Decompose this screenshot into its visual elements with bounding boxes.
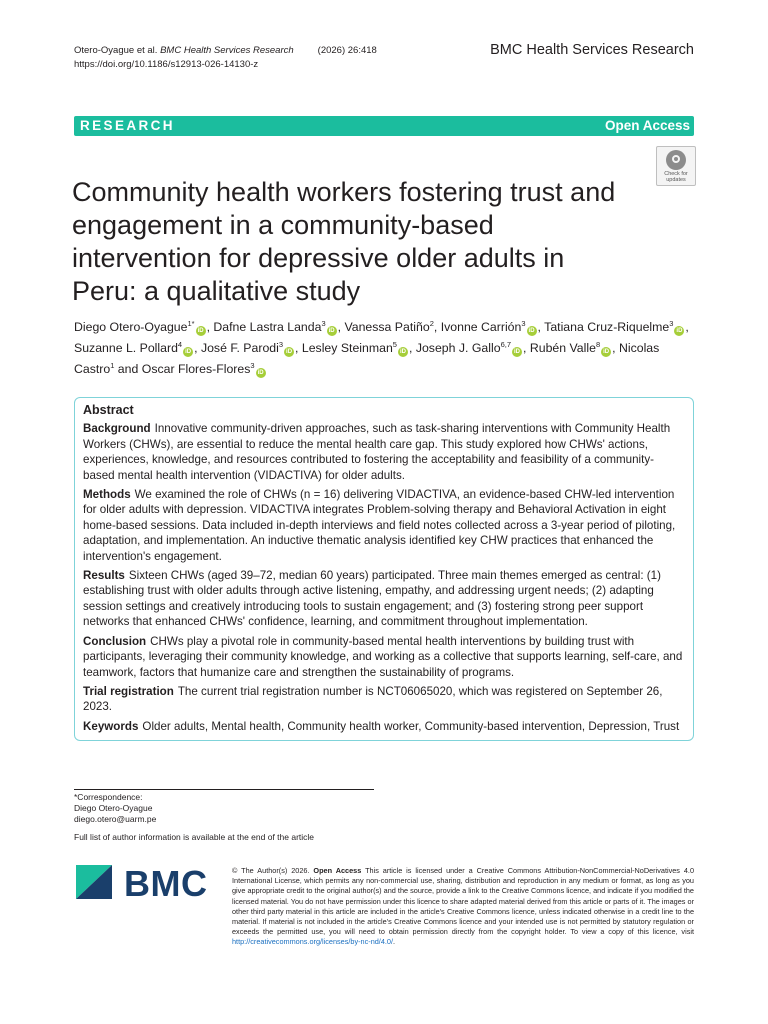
author-affiliation: 3: [278, 339, 284, 349]
author-affiliation: 4: [177, 339, 183, 349]
open-access-label: Open Access: [604, 118, 690, 133]
author-name: Diego Otero-Oyague: [74, 320, 188, 334]
author-name: Suzanne L. Pollard: [74, 341, 178, 355]
article-type-band: [74, 116, 694, 136]
author-separator: ,: [523, 341, 530, 355]
author-name: Rubén Valle: [529, 341, 596, 355]
abstract-section-label: Conclusion: [83, 634, 147, 648]
license-link[interactable]: http://creativecommons.org/licenses/by-nc-nd/4.0/: [232, 937, 394, 947]
correspondence-email[interactable]: diego.otero@uarm.pe: [74, 814, 157, 825]
author-affiliation: 3: [321, 318, 326, 328]
citation-journal: BMC Health Services Research: [160, 45, 294, 56]
author-affiliation: 3: [521, 318, 526, 328]
author-affiliation: 1*: [187, 318, 195, 328]
orcid-icon[interactable]: iD: [286, 349, 293, 355]
orcid-icon[interactable]: iD: [328, 328, 335, 334]
author-name: Tatiana Cruz-Riquelme: [544, 320, 670, 334]
author-name: Nicolas Castro: [74, 341, 660, 376]
orcid-icon[interactable]: iD: [185, 349, 192, 355]
abstract-section-label: Keywords: [83, 719, 139, 733]
orcid-icon[interactable]: iD: [197, 328, 204, 334]
orcid-icon[interactable]: iD: [603, 349, 610, 355]
orcid-icon[interactable]: iD: [528, 328, 535, 334]
author-separator: ,: [194, 341, 201, 355]
author: [344, 320, 440, 334]
author: [74, 320, 213, 334]
abstract-section-text: CHWs play a pivotal role in community-based mental health interventions by building trust with participants, leveraging their community knowledge, and working as a collective that supports learning, self-care, and teamwork, factors that humanize care and strengthen the sustainability of programs.: [83, 634, 683, 679]
correspondence: [74, 792, 156, 826]
abstract-section: [83, 487, 685, 564]
author-separator: ,: [612, 341, 619, 355]
author-affiliation: 2: [429, 318, 434, 328]
check-for-updates-label: Check for updates: [664, 171, 688, 183]
correspondence-label: *Correspondence:: [74, 792, 143, 802]
author-affiliation: 1: [110, 360, 115, 370]
section-label: RESEARCH: [80, 118, 175, 133]
footnote-rule: [74, 789, 374, 790]
author-separator: ,: [537, 320, 545, 334]
abstract-section-text: The current trial registration number is NCT06065020, which was registered on September 26, 2023.: [83, 684, 663, 714]
correspondence-name: Diego Otero-Oyague: [74, 803, 153, 814]
abstract-section-label: Results: [83, 569, 125, 583]
doi-link[interactable]: https://doi.org/10.1186/s12913-026-14130-z: [74, 59, 259, 70]
author: [302, 341, 416, 355]
abstract-section-text: Sixteen CHWs (aged 39–72, median 60 years) participated. Three main themes emerged as central: (1) establishing trust with older adults through active listening, empathy, and addressing urgent needs; (2) adapting session settings and creatively introducing tools to sustain engagement; and (3) fostering strong peer support networks that enhanced CHWs' confidence, learning, and commitment throughout implementation.: [83, 569, 661, 629]
license-open-access: Open Access: [313, 866, 362, 875]
abstract-section: [83, 719, 685, 734]
check-for-updates-icon: [666, 150, 686, 170]
citation-authors: Otero-Oyague et al.: [74, 45, 158, 56]
orcid-icon[interactable]: iD: [514, 349, 521, 355]
abstract-section-label: Trial registration: [83, 684, 174, 698]
abstract-section-text: We examined the role of CHWs (n = 16) delivering VIDACTIVA, an evidence-based CHW-led intervention for older adults with depression. VIDACTIVA integrates Problem-solving therapy and Behavioral Activation in eight home-based sessions. Data included in-depth interviews and field notes collected across a 3-year period of piloting, adaptation, and implementation. An inductive thematic analysis identified key CHW practices that enhanced the intervention's engagement.: [83, 488, 676, 563]
author: [201, 341, 302, 355]
abstract-section: [83, 634, 685, 680]
abstract-section-text: Innovative community-driven approaches, such as task-sharing interventions with Community Health Workers (CHWs), are essential to reduce the mental health care gap. This study explored how CHWs' actions, experiences, knowledge, and resources contributed to fostering the acceptability and feasibility of a community-based mental health intervention (VIDACTIVA) for older adults.: [83, 422, 671, 482]
author-affiliation: 5: [392, 339, 397, 349]
orcid-icon[interactable]: iD: [399, 349, 406, 355]
author-separator: ,: [206, 320, 214, 334]
author-affiliation: 3: [669, 318, 674, 328]
author-affiliation: 8: [595, 339, 601, 349]
author: [416, 341, 530, 355]
running-header: [74, 44, 377, 72]
bmc-logo-text: BMC: [124, 863, 208, 904]
license-body: This article is licensed under a Creative Commons Attribution-NonCommercial-NoDerivatives 4.0 International License, which permits any non-commercial use, sharing, distribution and reproduction in any medium or format, as long as you give appropriate credit to the original author(s) and the source, provide a link to the Creative Commons licence, and indicate if you modified the licensed material. You do not have permission under this licence to share adapted material derived from this article or parts of it. The images or other third party material in this article are included in the article's Creative Commons licence, unless indicated otherwise in a credit line to the material. If material is not included in the article's Creative Commons licence and your intended use is not permitted by statutory regulation or exceeds the permitted use, you will need to obtain permission directly from the copyright holder. To view a copy of this licence, visit: [232, 866, 695, 937]
abstract-section: [83, 684, 685, 715]
citation-volume: (2026) 26:418: [317, 45, 377, 56]
author-separator: ,: [295, 341, 302, 355]
author: [530, 341, 619, 355]
abstract-section-text: Older adults, Mental health, Community health worker, Community-based intervention, Depression, Trust: [142, 719, 680, 733]
author-name: Oscar Flores-Flores: [141, 362, 251, 376]
author: [213, 320, 344, 334]
bmc-logo: [76, 865, 216, 905]
author-separator: and: [114, 362, 142, 376]
author-name: Lesley Steinman: [301, 341, 393, 355]
author-affiliation: 6,7: [500, 339, 512, 349]
copyright: © The Author(s) 2026.: [232, 866, 310, 875]
author-name: Joseph J. Gallo: [415, 341, 501, 355]
orcid-icon[interactable]: iD: [257, 370, 264, 376]
check-for-updates-button[interactable]: [656, 146, 696, 186]
orcid-icon[interactable]: iD: [676, 328, 683, 334]
article-title: Community health workers fostering trust and engagement in a community-based intervention for depressive older adults in Peru: a qualitative study: [72, 177, 616, 307]
abstract-heading: Abstract: [83, 403, 134, 417]
author-info-note: Full list of author information is available at the end of the article: [74, 832, 315, 842]
author: [142, 362, 267, 376]
abstract-box: [74, 397, 694, 741]
author-separator: ,: [685, 320, 689, 334]
author-name: Dafne Lastra Landa: [213, 320, 322, 334]
author-affiliation: 3: [250, 360, 255, 370]
author: [74, 341, 201, 355]
abstract-section: [83, 421, 685, 483]
author-separator: ,: [337, 320, 345, 334]
author-name: Ivonne Carrión: [440, 320, 522, 334]
author-separator: ,: [433, 320, 441, 334]
abstract-section-label: Background: [83, 422, 151, 436]
author-name: Vanessa Patiño: [344, 320, 430, 334]
abstract-section-label: Methods: [83, 488, 131, 502]
abstract-section: [83, 568, 685, 630]
author-name: José F. Parodi: [200, 341, 279, 355]
journal-name: BMC Health Services Research: [490, 42, 694, 58]
author: [544, 320, 689, 334]
bmc-logo-mark: [76, 865, 116, 899]
author-list: [74, 317, 698, 380]
author-separator: ,: [408, 341, 416, 355]
author: [441, 320, 544, 334]
license-text: © The Author(s) 2026. Open Access This article is licensed under a Creative Commons Attribution-NonCommercial-NoDerivatives 4.0 International License, which permits any non-commercial use, sharing, distribution and reproduction in any medium or format, as long as you give appropriate credit to the original author(s) and the source, provide a link to the Creative Commons licence, and indicate if you modified the licensed material. You do not have permission under this licence to share adapted material derived from this article or parts of it. The images or other third party material in this article are included in the article's Creative Commons licence, unless indicated otherwise in a credit line to the material. If material is not included in the article's Creative Commons licence and your intended use is not permitted by statutory regulation or exceeds the permitted use, you will need to obtain permission directly from the copyright holder. To view a copy of this licence, visit http://creativecommons.org/licenses/by-nc-nd/4.0/.: [232, 866, 695, 947]
